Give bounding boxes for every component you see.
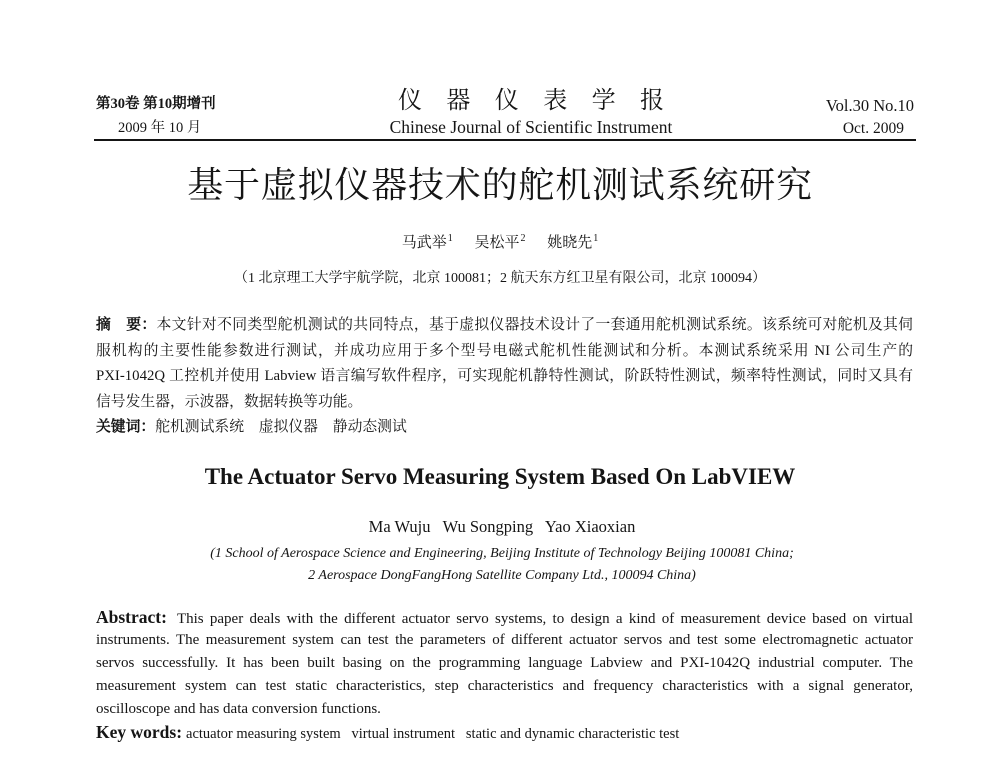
abstract-cn-line: 信号发生器，示波器，数据转换等功能。 [96, 393, 363, 410]
keywords-en-text: actuator measuring system virtual instrument static and dynamic characteristic test [186, 726, 680, 742]
abstract-cn-line [96, 313, 913, 339]
issue-date-en: Oct. 2009 [842, 120, 904, 137]
abstract-en-line: instruments. The measurement system can test the parameters of different actuator servos and test some electromagnetic actuator [96, 632, 913, 648]
abstract-cn-label: 摘 要： [96, 317, 157, 333]
paper-title-en: The Actuator Servo Measuring System Based On LabVIEW [204, 464, 796, 489]
volume-number-en: Vol.30 No.10 [825, 96, 914, 115]
author-name: 马武举 [401, 235, 447, 251]
authors-cn [0, 232, 1000, 254]
keywords-en-label: Key words: [96, 722, 183, 742]
abstract-en [96, 606, 913, 744]
abstract-en-text: This paper deals with the different actuator servo systems, to design a kind of measurement device based on virtual [176, 611, 913, 627]
authors-en: Ma Wuju Wu Songping Yao Xiaoxian [368, 517, 636, 536]
author-cn [402, 235, 453, 251]
abstract-cn [96, 313, 913, 441]
abstract-cn-text: 本文针对不同类型舵机测试的共同特点，基于虚拟仪器技术设计了一套通用舵机测试系统。该系统可对舵机及其伺 [156, 317, 913, 333]
author-cn [547, 235, 598, 251]
abstract-en-line: oscilloscope and has data conversion functions. [96, 701, 381, 717]
keywords-en [96, 721, 913, 744]
abstract-en-line: servos successfully. It has been built basing on the programming language Labview and PXI-1042Q industrial computer. The [96, 655, 913, 671]
keywords-cn-label: 关键词： [96, 419, 156, 435]
journal-name-en: Chinese Journal of Scientific Instrument [389, 117, 673, 137]
journal-name-cn: 仪器仪表学报 [398, 88, 689, 114]
affiliation-marker: 2 [520, 233, 526, 244]
abstract-cn-line: PXI-1042Q 工控机并使用 Labview 语言编写软件程序，可实现舵机静特性测试，阶跃特性测试，频率特性测试，同时又具有 [96, 368, 913, 384]
author-name: 吴松平 [474, 235, 520, 251]
affiliation-en-line: (1 School of Aerospace Science and Engineering, Beijing Institute of Technology Beijing 100081 China; [210, 546, 794, 561]
affiliation-marker: 1 [447, 233, 453, 244]
abstract-en-label: Abstract: [96, 607, 167, 627]
abstract-cn-line: 服机构的主要性能参数进行测试，并成功应用于多个型号电磁式舵机性能测试和分析。本测试系统采用 NI 公司生产的 [96, 342, 913, 359]
volume-issue: 第30卷 第10期增刊 [96, 96, 216, 112]
author-name: 姚晓先 [547, 235, 593, 251]
issue-date-cn: 2009 年 10 月 [118, 120, 202, 136]
affiliation-cn: （1 北京理工大学宇航学院，北京 100081；2 航天东方红卫星有限公司，北京 100094） [234, 271, 766, 286]
abstract-en-line: measurement system can test static characteristics, step characteristics and frequency characteristics with a signal generator, [96, 678, 913, 694]
affiliation-en-line: 2 Aerospace DongFangHong Satellite Company Ltd., 100094 China) [308, 568, 696, 583]
abstract-en-line [96, 606, 913, 629]
keywords-cn-text: 舵机测试系统 虚拟仪器 静动态测试 [155, 419, 407, 435]
affiliation-marker: 1 [593, 233, 599, 244]
keywords-cn [96, 415, 913, 441]
paper-title-cn: 基于虚拟仪器技术的舵机测试系统研究 [187, 165, 813, 205]
header-rule [94, 139, 916, 141]
author-cn [474, 235, 525, 251]
